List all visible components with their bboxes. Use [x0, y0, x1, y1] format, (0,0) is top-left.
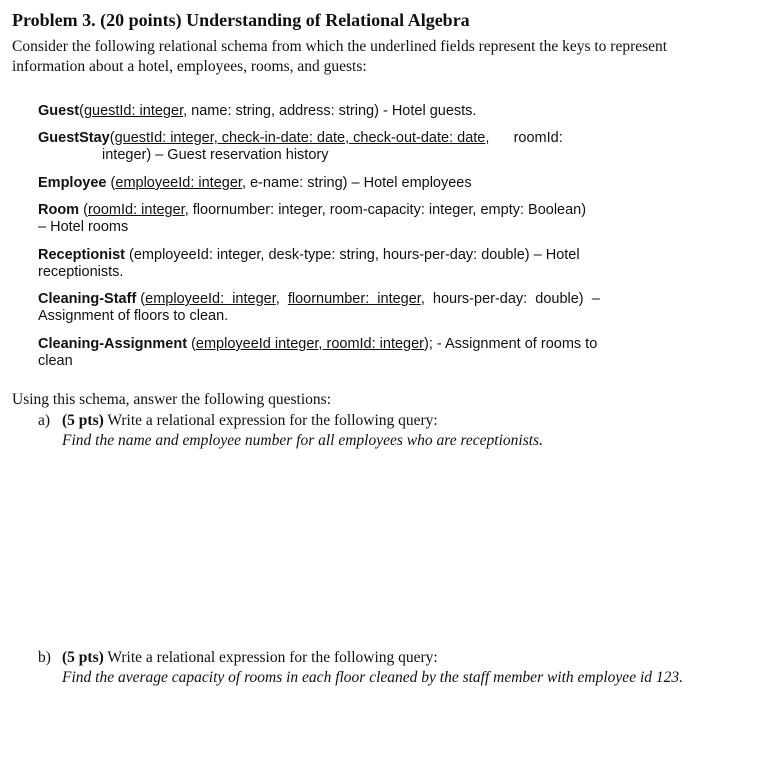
schema-gueststay: GuestStay(guestId: integer, check-in-date: date, check-out-date: date, roomId: integer) – Guest reservation history: [38, 130, 563, 163]
relation-name: Cleaning-Assignment: [38, 336, 188, 352]
question-task: Find the name and employee number for all employees who are receptionists.: [62, 432, 543, 449]
question-b: b) (5 pts) Write a relational expression for the following query: Find the average capacity of rooms in each floor cleaned by the staff member with employee id 123.: [38, 649, 683, 686]
key-fields: employeeId: integer: [115, 175, 242, 191]
schema-guest: Guest(guestId: integer, name: string, address: string) - Hotel guests.: [38, 103, 477, 119]
key-fields: guestId: integer: [83, 103, 184, 119]
question-a: a) (5 pts) Write a relational expression for the following query: Find the name and employee number for all employees who are receptionists.: [38, 411, 683, 451]
key-fields: employeeId: integer: [145, 291, 276, 307]
key-fields: employeeId integer, roomId: integer: [195, 336, 425, 352]
key-fields: roomId: integer: [87, 202, 185, 218]
key-fields: floornumber: integer: [287, 291, 421, 307]
relation-name: Receptionist: [38, 247, 126, 263]
schema-employee: Employee (employeeId: integer, e-name: string) – Hotel employees: [38, 175, 472, 191]
schema-cleaning-staff: Cleaning-Staff (employeeId: integer, floornumber: integer, hours-per-day: double) – Assignment of floors to clean.: [38, 291, 600, 324]
problem-title: Problem 3. (20 points) Understanding of Relational Algebra: [12, 10, 470, 30]
problem-intro: Consider the following relational schema from which the underlined fields represent the keys to represent information about a hotel, employees, rooms, and guests:: [12, 38, 668, 75]
question-label: b): [38, 649, 51, 666]
relation-name: Room: [38, 202, 80, 218]
key-fields: guestId: integer, check-in-date: date, check-out-date: date: [114, 130, 486, 146]
schema-cleaning-assignment: Cleaning-Assignment (employeeId integer, roomId: integer); - Assignment of rooms to clean: [38, 336, 598, 369]
schema-receptionist: Receptionist (employeeId: integer, desk-type: string, hours-per-day: double) – Hotel receptionists.: [38, 247, 580, 280]
relation-name: Cleaning-Staff: [38, 291, 137, 307]
schema-room: Room (roomId: integer, floornumber: integer, room-capacity: integer, empty: Boolean) – Hotel rooms: [38, 202, 587, 235]
relation-name: GuestStay: [38, 130, 110, 146]
question-task: Find the average capacity of rooms in each floor cleaned by the staff member with employee id 123.: [62, 669, 683, 686]
relation-name: Employee: [38, 175, 107, 191]
question-points: (5 pts): [62, 649, 104, 666]
question-label: a): [38, 412, 51, 429]
instructions: Using this schema, answer the following questions:: [12, 391, 331, 408]
question-points: (5 pts): [62, 412, 104, 429]
relation-name: Guest: [38, 103, 80, 119]
